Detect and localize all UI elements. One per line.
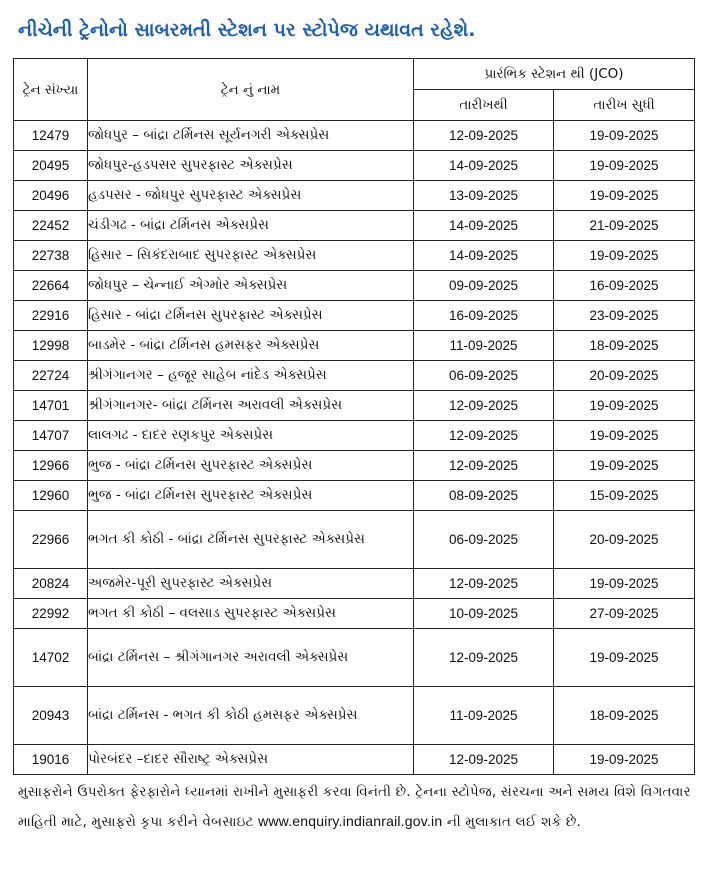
- train-name-cell: ભગત કી કોઠી – વલસાડ સુપરફાસ્ટ એક્સપ્રેસ: [88, 599, 414, 629]
- to-date-cell: 23-09-2025: [554, 301, 695, 331]
- header-from-station: પ્રારંભિક સ્ટેશન થી (JCO): [414, 59, 695, 90]
- to-date-cell: 19-09-2025: [554, 391, 695, 421]
- from-date-cell: 12-09-2025: [414, 451, 554, 481]
- train-number-cell: 14701: [14, 391, 88, 421]
- train-number-cell: 12960: [14, 481, 88, 511]
- from-date-cell: 09-09-2025: [414, 271, 554, 301]
- table-row: [14, 121, 695, 151]
- header-from-date: તારીખથી: [414, 90, 554, 121]
- to-date-cell: 18-09-2025: [554, 331, 695, 361]
- train-name-cell: લાલગઢ - દાદર રણકપુર એક્સપ્રેસ: [88, 421, 414, 451]
- to-date-cell: 27-09-2025: [554, 599, 695, 629]
- to-date-cell: 19-09-2025: [554, 745, 695, 775]
- table-row: [14, 241, 695, 271]
- website-url: www.enquiry.indianrail.gov.in: [258, 813, 443, 829]
- to-date-cell: 20-09-2025: [554, 361, 695, 391]
- table-row: [14, 211, 695, 241]
- footer-note: [18, 778, 694, 837]
- header-train-number: ટ્રેન સંખ્યા: [14, 59, 88, 121]
- to-date-cell: 20-09-2025: [554, 511, 695, 569]
- train-number-cell: 22738: [14, 241, 88, 271]
- from-date-cell: 14-09-2025: [414, 151, 554, 181]
- footer-text-end: ની મુલાકાત લઈ શકે છે.: [442, 814, 582, 830]
- from-date-cell: 14-09-2025: [414, 211, 554, 241]
- table-row: [14, 151, 695, 181]
- from-date-cell: 12-09-2025: [414, 629, 554, 687]
- table-row: [14, 745, 695, 775]
- train-number-cell: 22992: [14, 599, 88, 629]
- table-row: [14, 511, 695, 569]
- train-number-cell: 19016: [14, 745, 88, 775]
- notice-heading: નીચેની ટ્રેનોનો સાબરમતી સ્ટેશન પર સ્ટોપેજ યથાવત રહેશે.: [18, 19, 476, 41]
- to-date-cell: 18-09-2025: [554, 687, 695, 745]
- to-date-cell: 19-09-2025: [554, 181, 695, 211]
- train-name-cell: બાંદ્રા ટર્મિનસ – શ્રીગંગાનગર અરાવલી એક્સપ્રેસ: [88, 629, 414, 687]
- train-name-cell: હિસાર – સિકંદરાબાદ સુપરફાસ્ટ એક્સપ્રેસ: [88, 241, 414, 271]
- to-date-cell: 19-09-2025: [554, 451, 695, 481]
- train-name-cell: જોધપુર – બાંદ્રા ટર્મિનસ સૂર્યનગરી એક્સપ્રેસ: [88, 121, 414, 151]
- from-date-cell: 12-09-2025: [414, 745, 554, 775]
- table-row: [14, 451, 695, 481]
- from-date-cell: 06-09-2025: [414, 511, 554, 569]
- table-row: [14, 301, 695, 331]
- train-number-cell: 22452: [14, 211, 88, 241]
- train-number-cell: 20495: [14, 151, 88, 181]
- from-date-cell: 12-09-2025: [414, 121, 554, 151]
- from-date-cell: 10-09-2025: [414, 599, 554, 629]
- table-row: [14, 361, 695, 391]
- from-date-cell: 11-09-2025: [414, 331, 554, 361]
- from-date-cell: 14-09-2025: [414, 241, 554, 271]
- train-name-cell: હડપસર - જોધપુર સુપરફાસ્ટ એક્સપ્રેસ: [88, 181, 414, 211]
- from-date-cell: 12-09-2025: [414, 421, 554, 451]
- to-date-cell: 19-09-2025: [554, 421, 695, 451]
- table-row: [14, 481, 695, 511]
- train-number-cell: 14702: [14, 629, 88, 687]
- train-number-cell: 14707: [14, 421, 88, 451]
- to-date-cell: 19-09-2025: [554, 629, 695, 687]
- to-date-cell: 19-09-2025: [554, 151, 695, 181]
- to-date-cell: 21-09-2025: [554, 211, 695, 241]
- train-stoppage-table: [13, 58, 695, 775]
- to-date-cell: 16-09-2025: [554, 271, 695, 301]
- train-name-cell: બાંદ્રા ટર્મિનસ - ભગત કી કોઠી હમસફર એક્સપ્રેસ: [88, 687, 414, 745]
- table-row: [14, 687, 695, 745]
- table-row: [14, 331, 695, 361]
- train-number-cell: 20943: [14, 687, 88, 745]
- train-number-cell: 22966: [14, 511, 88, 569]
- from-date-cell: 13-09-2025: [414, 181, 554, 211]
- train-name-cell: જોધપુર-હડપસર સુપરફાસ્ટ એક્સપ્રેસ: [88, 151, 414, 181]
- train-number-cell: 20496: [14, 181, 88, 211]
- train-number-cell: 12479: [14, 121, 88, 151]
- train-name-cell: અજમેર-પૂરી સુપરફાસ્ટ એક્સપ્રેસ: [88, 569, 414, 599]
- table-row: [14, 421, 695, 451]
- train-number-cell: 12966: [14, 451, 88, 481]
- from-date-cell: 06-09-2025: [414, 361, 554, 391]
- header-train-name: ટ્રેન નું નામ: [88, 59, 414, 121]
- to-date-cell: 15-09-2025: [554, 481, 695, 511]
- train-number-cell: 22916: [14, 301, 88, 331]
- footer-text: મુસાફરોને ઉપરોક્ત ફેરફારોને ધ્યાનમાં રાખીને મુસાફરી કરવા વિનંતી છે. ટ્રેનના સ્ટોપેજ, સંરચના અને સમય વિશે વિગતવાર માહિતી માટે, મુસાફરો કૃપા કરીને વેબસાઇટ: [18, 784, 691, 830]
- from-date-cell: 16-09-2025: [414, 301, 554, 331]
- table-body: [14, 121, 695, 775]
- table-row: [14, 569, 695, 599]
- train-name-cell: હિસાર - બાંદ્રા ટર્મિનસ સુપરફાસ્ટ એક્સપ્રેસ: [88, 301, 414, 331]
- header-to-date: તારીખ સુધી: [554, 90, 695, 121]
- train-name-cell: બાડમેર - બાંદ્રા ટર્મિનસ હમસફર એક્સપ્રેસ: [88, 331, 414, 361]
- from-date-cell: 12-09-2025: [414, 391, 554, 421]
- table-row: [14, 629, 695, 687]
- train-name-cell: શ્રીગંગાનગર – હજૂર સાહેબ નાંદેડ એક્સપ્રેસ: [88, 361, 414, 391]
- to-date-cell: 19-09-2025: [554, 569, 695, 599]
- train-name-cell: પોરબંદર –દાદર સૌરાષ્ટ્ર એક્સપ્રેસ: [88, 745, 414, 775]
- train-number-cell: 22724: [14, 361, 88, 391]
- train-number-cell: 22664: [14, 271, 88, 301]
- train-name-cell: શ્રીગંગાનગર- બાંદ્રા ટર્મિનસ અરાવલી એક્સપ્રેસ: [88, 391, 414, 421]
- train-name-cell: ભુજ - બાંદ્રા ટર્મિનસ સુપરફાસ્ટ એક્સપ્રેસ: [88, 451, 414, 481]
- train-name-cell: જોધપુર – ચેન્નાઈ એગ્મોર એક્સપ્રેસ: [88, 271, 414, 301]
- from-date-cell: 08-09-2025: [414, 481, 554, 511]
- table-row: [14, 391, 695, 421]
- train-name-cell: ભુજ - બાંદ્રા ટર્મિનસ સુપરફાસ્ટ એક્સપ્રેસ: [88, 481, 414, 511]
- table-row: [14, 599, 695, 629]
- to-date-cell: 19-09-2025: [554, 121, 695, 151]
- train-number-cell: 20824: [14, 569, 88, 599]
- to-date-cell: 19-09-2025: [554, 241, 695, 271]
- train-name-cell: ભગત કી કોઠી - બાંદ્રા ટર્મિનસ સુપરફાસ્ટ એક્સપ્રેસ: [88, 511, 414, 569]
- from-date-cell: 12-09-2025: [414, 569, 554, 599]
- train-name-cell: ચંડીગઢ - બાંદ્રા ટર્મિનસ એક્સપ્રેસ: [88, 211, 414, 241]
- from-date-cell: 11-09-2025: [414, 687, 554, 745]
- table-row: [14, 271, 695, 301]
- train-number-cell: 12998: [14, 331, 88, 361]
- table-row: [14, 181, 695, 211]
